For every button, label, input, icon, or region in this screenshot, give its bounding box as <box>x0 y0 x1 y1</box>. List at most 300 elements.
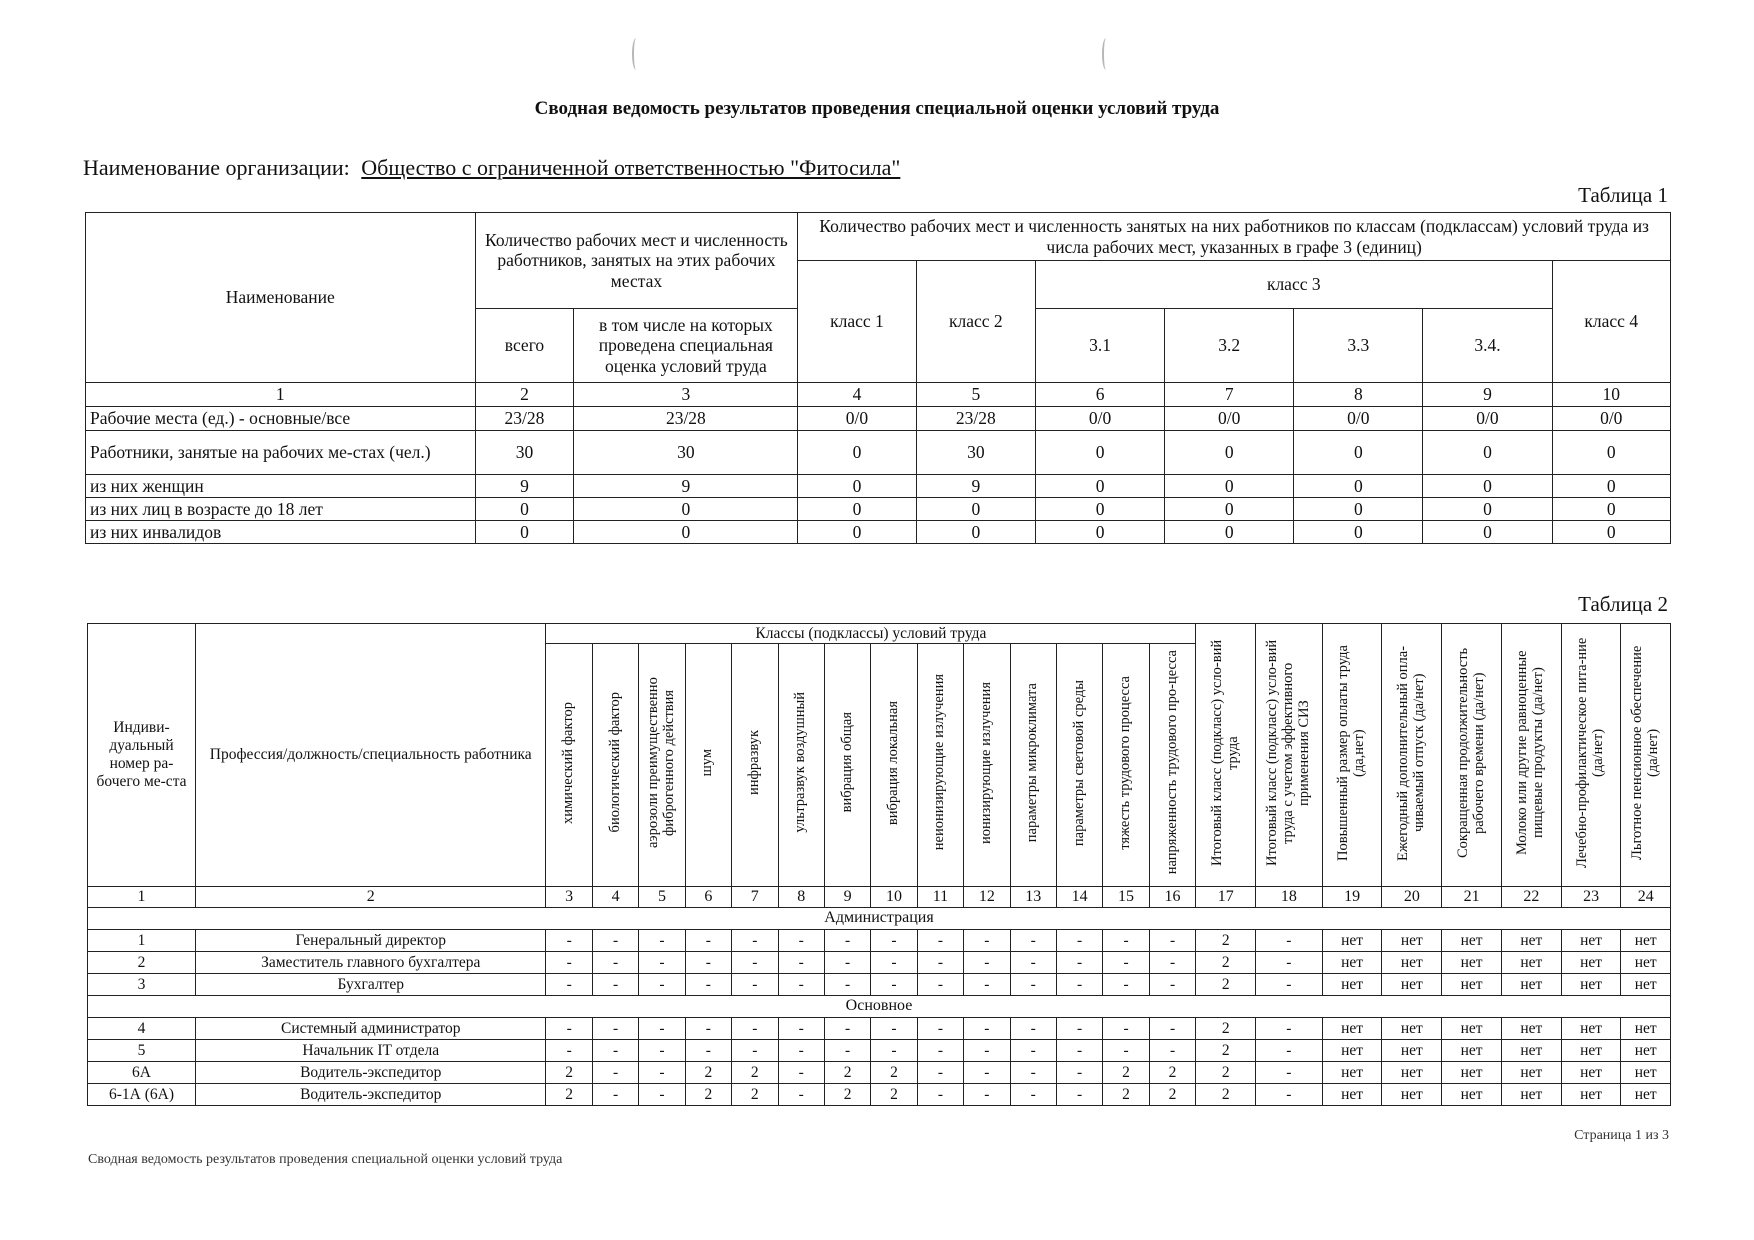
factor-header: параметры микроклимата <box>1010 644 1056 887</box>
factor-header: вибрация общая <box>824 644 870 887</box>
table-cell: 2 <box>685 1062 731 1084</box>
table-cell: 0 <box>1552 475 1671 498</box>
table-cell: - <box>546 930 592 952</box>
column-number: 22 <box>1501 887 1561 908</box>
column-number: 12 <box>964 887 1010 908</box>
table-row <box>88 930 1671 952</box>
table-cell: - <box>546 952 592 974</box>
table-cell: нет <box>1501 1084 1561 1106</box>
workplace-id: 1 <box>88 930 196 952</box>
table-cell: 0 <box>475 498 574 521</box>
column-number: 13 <box>1010 887 1056 908</box>
table-cell: 2 <box>1196 952 1256 974</box>
table-row <box>88 974 1671 996</box>
table-cell: - <box>778 952 824 974</box>
table-cell: 0 <box>798 431 916 475</box>
table-cell: 0 <box>1552 431 1671 475</box>
table-cell: 0 <box>1294 521 1423 544</box>
table-cell: - <box>639 930 685 952</box>
page-number: Страница 1 из 3 <box>1574 1128 1669 1143</box>
table-cell: - <box>1103 1018 1149 1040</box>
table-cell: нет <box>1382 974 1442 996</box>
column-number-row <box>88 887 1671 908</box>
column-number: 2 <box>475 383 574 407</box>
table-cell: 0 <box>1165 475 1294 498</box>
document-title: Сводная ведомость результатов проведения специальной оценки условий труда <box>534 98 1220 119</box>
table-cell: 0 <box>1552 521 1671 544</box>
table-cell: - <box>1056 930 1102 952</box>
factor-header: неионизирующие излучения <box>917 644 963 887</box>
column-number: 2 <box>196 887 546 908</box>
table-cell: - <box>917 1062 963 1084</box>
table-cell: - <box>778 1018 824 1040</box>
table-cell: - <box>592 1062 638 1084</box>
workplace-table <box>87 623 1671 1106</box>
table-cell: 2 <box>1149 1062 1196 1084</box>
table-cell: - <box>917 1084 963 1106</box>
table-cell: нет <box>1442 1062 1502 1084</box>
table-cell: - <box>917 952 963 974</box>
workplace-id: 2 <box>88 952 196 974</box>
table-cell: - <box>685 1040 731 1062</box>
workplace-id: 3 <box>88 974 196 996</box>
section-header: Администрация <box>88 908 1671 930</box>
table-cell: нет <box>1322 952 1382 974</box>
column-number: 3 <box>574 383 798 407</box>
workplace-id: 4 <box>88 1018 196 1040</box>
table-row <box>86 498 1671 521</box>
table-cell: - <box>871 1018 917 1040</box>
table-cell: нет <box>1621 930 1671 952</box>
table-cell: 2 <box>824 1084 870 1106</box>
profession-name: Заместитель главного бухгалтера <box>196 952 546 974</box>
table-cell: нет <box>1382 930 1442 952</box>
column-number: 9 <box>824 887 870 908</box>
table-cell: нет <box>1501 952 1561 974</box>
header-workplace-count: Количество рабочих мест и численность работников, занятых на этих рабочих местах <box>475 213 798 309</box>
table-row <box>88 1062 1671 1084</box>
table-cell: 0 <box>574 521 798 544</box>
table-cell: - <box>1010 1062 1056 1084</box>
table-cell: - <box>592 974 638 996</box>
table-cell: 0 <box>798 521 916 544</box>
table-cell: 2 <box>732 1062 778 1084</box>
profession-name: Водитель-экспедитор <box>196 1062 546 1084</box>
table-cell: 23/28 <box>574 407 798 431</box>
column-number: 4 <box>798 383 916 407</box>
table-cell: 0 <box>916 498 1035 521</box>
table-cell: - <box>964 930 1010 952</box>
table-cell: 0 <box>916 521 1035 544</box>
header-assessed: в том числе на которых проведена специальная оценка условий труда <box>574 309 798 383</box>
column-number: 16 <box>1149 887 1196 908</box>
table-cell: - <box>592 1040 638 1062</box>
table-cell: - <box>639 1018 685 1040</box>
column-number: 8 <box>778 887 824 908</box>
table-cell: - <box>1010 1018 1056 1040</box>
table-cell: нет <box>1561 1062 1621 1084</box>
table-cell: 0/0 <box>1165 407 1294 431</box>
table-cell: нет <box>1501 1062 1561 1084</box>
table-cell: нет <box>1561 1084 1621 1106</box>
table-cell: - <box>546 974 592 996</box>
row-label: из них инвалидов <box>86 521 476 544</box>
table-cell: нет <box>1561 1018 1621 1040</box>
header-class1: класс 1 <box>798 261 916 383</box>
table-cell: - <box>1256 974 1323 996</box>
table-cell: нет <box>1561 974 1621 996</box>
table-cell: нет <box>1382 952 1442 974</box>
profession-name: Системный администратор <box>196 1018 546 1040</box>
table-cell: нет <box>1501 930 1561 952</box>
column-number: 17 <box>1196 887 1256 908</box>
header-reduced-hours: Сокращенная продолжительность рабочего времени (да/нет) <box>1442 624 1502 887</box>
table-cell: - <box>732 952 778 974</box>
table-cell: - <box>592 952 638 974</box>
table-cell: - <box>778 1040 824 1062</box>
organization-line <box>83 155 900 181</box>
factor-header: шум <box>685 644 731 887</box>
table-cell: - <box>824 1040 870 1062</box>
table-cell: - <box>685 974 731 996</box>
row-label: Рабочие места (ед.) - основные/все <box>86 407 476 431</box>
table-cell: - <box>1149 1018 1196 1040</box>
table-cell: - <box>917 1018 963 1040</box>
table-cell: 30 <box>574 431 798 475</box>
column-number: 8 <box>1294 383 1423 407</box>
table-cell: - <box>1010 1040 1056 1062</box>
column-number: 5 <box>639 887 685 908</box>
table-cell: 0/0 <box>798 407 916 431</box>
table-cell: нет <box>1442 930 1502 952</box>
table-cell: - <box>917 1040 963 1062</box>
table-cell: 2 <box>1196 1062 1256 1084</box>
table-cell: - <box>1256 1084 1323 1106</box>
table-cell: - <box>778 1084 824 1106</box>
table-cell: 9 <box>916 475 1035 498</box>
table-cell: нет <box>1621 974 1671 996</box>
punch-hole-mark-left <box>632 38 640 70</box>
column-number: 7 <box>732 887 778 908</box>
table-cell: нет <box>1442 1018 1502 1040</box>
table-cell: - <box>964 952 1010 974</box>
column-number: 7 <box>1165 383 1294 407</box>
table-cell: - <box>871 952 917 974</box>
table-cell: - <box>685 1018 731 1040</box>
table-row <box>88 1018 1671 1040</box>
table-cell: - <box>964 1084 1010 1106</box>
header-therapeutic-food: Лечебно-профилактическое пита-ние (да/нет) <box>1561 624 1621 887</box>
table-cell: 9 <box>475 475 574 498</box>
table-cell: - <box>1256 1062 1323 1084</box>
table-cell: нет <box>1501 1040 1561 1062</box>
table-cell: нет <box>1561 1040 1621 1062</box>
table-cell: нет <box>1382 1062 1442 1084</box>
table-cell: 30 <box>916 431 1035 475</box>
table-cell: нет <box>1382 1084 1442 1106</box>
table-cell: - <box>1103 1040 1149 1062</box>
column-number: 1 <box>86 383 476 407</box>
workplace-id: 5 <box>88 1040 196 1062</box>
header-total: всего <box>475 309 574 383</box>
table-cell: нет <box>1621 1040 1671 1062</box>
table-cell: - <box>592 930 638 952</box>
table-row <box>86 407 1671 431</box>
table-cell: 2 <box>1196 1018 1256 1040</box>
column-number: 1 <box>88 887 196 908</box>
header-workplace-id: Индиви-дуальный номер ра-бочего ме-ста <box>88 624 196 887</box>
table-cell: 0 <box>1036 431 1165 475</box>
section-header: Основное <box>88 996 1671 1018</box>
header-extra-leave: Ежегодный дополнительный опла-чиваемый отпуск (да/нет) <box>1382 624 1442 887</box>
table-cell: - <box>917 974 963 996</box>
column-number: 24 <box>1621 887 1671 908</box>
column-number: 6 <box>1036 383 1165 407</box>
table2-caption: Таблица 2 <box>1578 592 1668 616</box>
table-cell: 0 <box>574 498 798 521</box>
table-row <box>86 475 1671 498</box>
table-cell: - <box>1056 952 1102 974</box>
table-cell: 0 <box>1423 475 1552 498</box>
column-number: 21 <box>1442 887 1502 908</box>
table-cell: нет <box>1322 930 1382 952</box>
header-class2: класс 2 <box>916 261 1035 383</box>
profession-name: Генеральный директор <box>196 930 546 952</box>
column-number: 23 <box>1561 887 1621 908</box>
table-cell: нет <box>1382 1040 1442 1062</box>
column-number: 3 <box>546 887 592 908</box>
table-cell: - <box>1103 952 1149 974</box>
profession-name: Бухгалтер <box>196 974 546 996</box>
factor-header: ультразвук воздушный <box>778 644 824 887</box>
table-cell: 2 <box>1196 930 1256 952</box>
table-cell: 2 <box>685 1084 731 1106</box>
table-cell: 2 <box>1149 1084 1196 1106</box>
table-cell: нет <box>1621 1084 1671 1106</box>
table-cell: 9 <box>574 475 798 498</box>
table-cell: - <box>1010 952 1056 974</box>
table-cell: - <box>1149 974 1196 996</box>
factor-header: химический фактор <box>546 644 592 887</box>
table-cell: 0 <box>1036 475 1165 498</box>
table-cell: - <box>1056 1062 1102 1084</box>
table-cell: - <box>1010 1084 1056 1106</box>
column-number: 10 <box>871 887 917 908</box>
column-number: 20 <box>1382 887 1442 908</box>
table-cell: 23/28 <box>916 407 1035 431</box>
header-final-class-ppe: Итоговый класс (подкласс) усло-вий труда с учетом эффективного применения СИЗ <box>1256 624 1323 887</box>
header-milk: Молоко или другие равноценные пищевые продукты (да/нет) <box>1501 624 1561 887</box>
table-cell: 23/28 <box>475 407 574 431</box>
column-number: 14 <box>1056 887 1102 908</box>
table-row <box>88 1040 1671 1062</box>
table-cell: - <box>685 930 731 952</box>
table-cell: 2 <box>824 1062 870 1084</box>
table-cell: 2 <box>1196 1040 1256 1062</box>
table-row <box>88 952 1671 974</box>
table-cell: - <box>1056 1040 1102 1062</box>
table-cell: 0 <box>1294 498 1423 521</box>
table-cell: - <box>824 1018 870 1040</box>
row-label: из них женщин <box>86 475 476 498</box>
table-cell: - <box>1256 952 1323 974</box>
table-cell: - <box>685 952 731 974</box>
header-increased-pay: Повышенный размер оплаты труда (да,нет) <box>1322 624 1382 887</box>
header-subclass-3-1: 3.1 <box>1036 309 1165 383</box>
table-cell: 0 <box>1294 431 1423 475</box>
table-cell: 0 <box>1036 498 1165 521</box>
table-cell: - <box>824 974 870 996</box>
table-cell: - <box>1149 930 1196 952</box>
table-cell: - <box>964 974 1010 996</box>
table-cell: - <box>592 1084 638 1106</box>
table-cell: 0/0 <box>1294 407 1423 431</box>
summary-table <box>85 212 1671 544</box>
factor-header: аэрозоли преимущественно фиброгенного действия <box>639 644 685 887</box>
table-cell: - <box>592 1018 638 1040</box>
table-cell: - <box>964 1062 1010 1084</box>
column-number: 4 <box>592 887 638 908</box>
table-cell: нет <box>1621 1018 1671 1040</box>
table-cell: нет <box>1322 974 1382 996</box>
table-cell: - <box>732 1018 778 1040</box>
table-cell: - <box>1256 1040 1323 1062</box>
table-cell: нет <box>1322 1084 1382 1106</box>
factor-header: биологический фактор <box>592 644 638 887</box>
table-cell: нет <box>1561 930 1621 952</box>
table-cell: - <box>1056 1018 1102 1040</box>
table-cell: нет <box>1442 952 1502 974</box>
table-cell: - <box>546 1040 592 1062</box>
table-cell: - <box>1103 974 1149 996</box>
column-number: 18 <box>1256 887 1323 908</box>
table-cell: - <box>639 1062 685 1084</box>
table-cell: - <box>639 952 685 974</box>
profession-name: Водитель-экспедитор <box>196 1084 546 1106</box>
table-cell: - <box>639 1084 685 1106</box>
table-cell: 0 <box>1165 431 1294 475</box>
organization-label: Наименование организации: <box>83 155 350 180</box>
table-cell: 0 <box>475 521 574 544</box>
table-cell: 0 <box>1165 498 1294 521</box>
punch-hole-mark-right <box>1102 38 1110 70</box>
factor-header: инфразвук <box>732 644 778 887</box>
header-class4: класс 4 <box>1552 261 1671 383</box>
table-cell: 0 <box>1165 521 1294 544</box>
table-cell: - <box>1010 974 1056 996</box>
table-cell: - <box>732 1040 778 1062</box>
table-cell: 2 <box>1196 974 1256 996</box>
header-condition-classes: Классы (подклассы) условий труда <box>546 624 1196 644</box>
header-name: Наименование <box>86 213 476 383</box>
table-cell: нет <box>1322 1018 1382 1040</box>
table-cell: 2 <box>546 1084 592 1106</box>
column-number: 10 <box>1552 383 1671 407</box>
header-profession: Профессия/должность/специальность работника <box>196 624 546 887</box>
column-number: 11 <box>917 887 963 908</box>
table-cell: - <box>546 1018 592 1040</box>
table-cell: - <box>1149 1040 1196 1062</box>
table-cell: - <box>732 930 778 952</box>
header-final-class: Итоговый класс (подкласс) усло-вий труда <box>1196 624 1256 887</box>
table-cell: 0 <box>1036 521 1165 544</box>
header-class3: класс 3 <box>1036 261 1552 309</box>
table-cell: - <box>917 930 963 952</box>
table-cell: - <box>964 1018 1010 1040</box>
table-cell: - <box>778 930 824 952</box>
column-number: 5 <box>916 383 1035 407</box>
table-cell: нет <box>1501 974 1561 996</box>
table-cell: - <box>1149 952 1196 974</box>
factor-header: напряженность трудового про-цесса <box>1149 644 1196 887</box>
table-cell: - <box>639 974 685 996</box>
factor-header: параметры световой среды <box>1056 644 1102 887</box>
row-label: из них лиц в возрасте до 18 лет <box>86 498 476 521</box>
table-row <box>86 431 1671 475</box>
table-cell: 0 <box>798 475 916 498</box>
table-cell: - <box>1256 1018 1323 1040</box>
table-cell: 2 <box>871 1084 917 1106</box>
table-cell: 2 <box>1103 1062 1149 1084</box>
table-cell: 30 <box>475 431 574 475</box>
table-cell: 0 <box>1294 475 1423 498</box>
table-cell: 0 <box>1423 498 1552 521</box>
header-pension: Льготное пенсионное обеспечение (да/нет) <box>1621 624 1671 887</box>
table-cell: нет <box>1442 1040 1502 1062</box>
table-cell: - <box>824 952 870 974</box>
table-row <box>88 1084 1671 1106</box>
table-cell: 0 <box>1423 521 1552 544</box>
table-cell: - <box>871 930 917 952</box>
column-number-row <box>86 383 1671 407</box>
table-cell: 0/0 <box>1036 407 1165 431</box>
factor-header: тяжесть трудового процесса <box>1103 644 1149 887</box>
table-cell: - <box>1056 974 1102 996</box>
table-cell: - <box>964 1040 1010 1062</box>
table-cell: нет <box>1382 1018 1442 1040</box>
column-number: 9 <box>1423 383 1552 407</box>
workplace-id: 6А <box>88 1062 196 1084</box>
header-subclass-3-3: 3.3 <box>1294 309 1423 383</box>
table-cell: 0 <box>798 498 916 521</box>
table1-caption: Таблица 1 <box>1578 183 1668 207</box>
table-cell: нет <box>1561 952 1621 974</box>
column-number: 15 <box>1103 887 1149 908</box>
header-subclass-3-4: 3.4. <box>1423 309 1552 383</box>
table-cell: нет <box>1621 1062 1671 1084</box>
header-by-class: Количество рабочих мест и численность занятых на них работников по классам (подклассам) условий труда из числа рабочих мест, указанных в графе 3 (единиц) <box>798 213 1671 261</box>
column-number: 19 <box>1322 887 1382 908</box>
table-cell: - <box>824 930 870 952</box>
factor-header: вибрация локальная <box>871 644 917 887</box>
table-cell: - <box>1103 930 1149 952</box>
table-cell: 2 <box>1196 1084 1256 1106</box>
table-row <box>86 521 1671 544</box>
table-cell: нет <box>1322 1040 1382 1062</box>
table-cell: 2 <box>732 1084 778 1106</box>
table-cell: - <box>871 1040 917 1062</box>
table-cell: 0 <box>1552 498 1671 521</box>
table-cell: нет <box>1501 1018 1561 1040</box>
table-cell: - <box>639 1040 685 1062</box>
workplace-id: 6-1А (6А) <box>88 1084 196 1106</box>
table-cell: 2 <box>546 1062 592 1084</box>
table-cell: 2 <box>871 1062 917 1084</box>
table-cell: 0/0 <box>1552 407 1671 431</box>
table-cell: - <box>871 974 917 996</box>
table-cell: - <box>1256 930 1323 952</box>
table-cell: - <box>778 1062 824 1084</box>
